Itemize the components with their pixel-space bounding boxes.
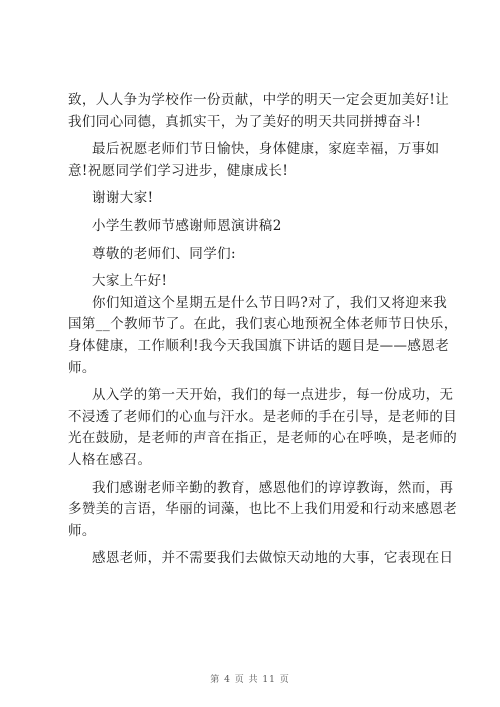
salutation: 尊敬的老师们、同学们: bbox=[92, 245, 236, 262]
text-line: 感恩老师，并不需要我们去做惊天动地的大事，它表现在日 bbox=[92, 550, 454, 567]
text-line: 人格在感召。 bbox=[68, 451, 152, 468]
text-line: 致，人人争为学校作一份贡献，中学的明天一定会更加美好!让 bbox=[68, 92, 450, 108]
text-line: 师。 bbox=[68, 359, 96, 376]
document-body bbox=[68, 90, 458, 570]
text-line: 意!祝愿同学们学习进步，健康成长! bbox=[68, 162, 289, 179]
section-title: 小学生教师节感谢师恩演讲稿2 bbox=[92, 217, 282, 234]
text-line: 谢谢大家! bbox=[92, 190, 154, 207]
page-number-footer: 第 4 页 共 11 页 bbox=[210, 675, 290, 685]
greeting: 大家上午好! bbox=[92, 273, 168, 290]
text-line: 我们同心同德，真抓实干，为了美好的明天共同拼搏奋斗! bbox=[68, 113, 422, 130]
text-line: 光在鼓励，是老师的声音在指正，是老师的心在呼唤，是老师的 bbox=[68, 430, 458, 447]
text-line: 我们感谢老师辛勤的教育，感恩他们的谆谆教诲，然而，再 bbox=[92, 479, 454, 496]
text-line: 国第__个教师节了。在此，我们衷心地预祝全体老师节日快乐， bbox=[68, 316, 458, 333]
text-line: 不浸透了老师们的心血与汗水。是老师的手在引导，是老师的目 bbox=[68, 408, 458, 425]
text-line: 最后祝愿老师们节日愉快，身体健康，家庭幸福，万事如 bbox=[92, 141, 440, 158]
text-line: 从入学的第一天开始，我们的每一点进步，每一份成功，无 bbox=[92, 387, 454, 404]
text-line: 多赞美的言语，华丽的词藻，也比不上我们用爱和行动来感恩老 bbox=[68, 501, 458, 518]
text-line: 身体健康，工作顺利!我今天我国旗下讲话的题目是——感恩老 bbox=[68, 337, 450, 354]
text-line: 师。 bbox=[68, 522, 96, 539]
text-line: 你们知道这个星期五是什么节日吗?对了，我们又将迎来我 bbox=[92, 294, 448, 311]
